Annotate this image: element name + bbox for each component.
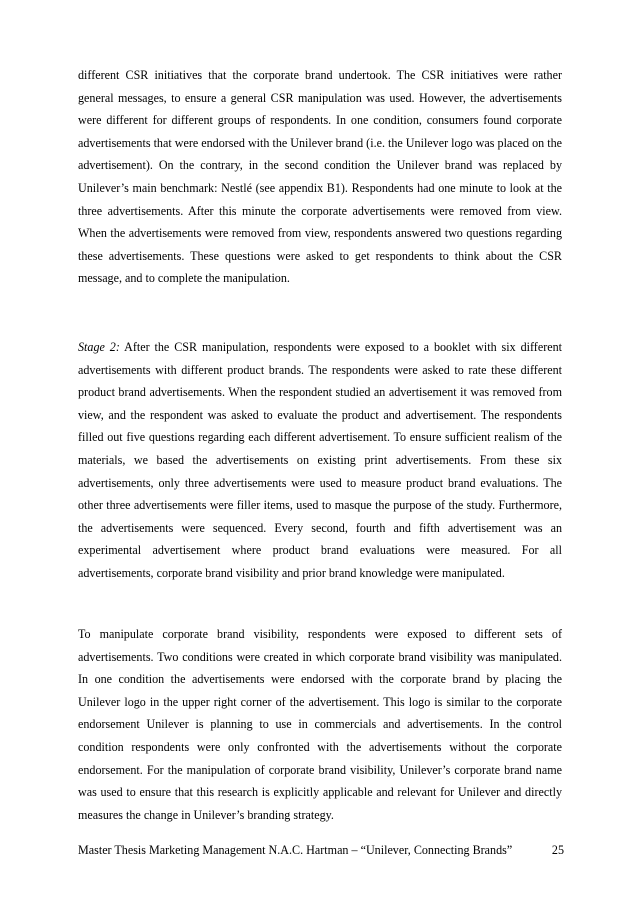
paragraph-brand-visibility: To manipulate corporate brand visibility, respondents were exposed to different sets of advertisements. Two conditions were created in which corporate brand visibility was manipulated. In one condition the advertisements were endorsed with the corporate brand by placing the Unilever logo in the upper right corner of the advertisement. This logo is similar to the corporate endorsement Unilever is planning to use in commercials and advertisements. In the control condition respondents were only confronted with the advertisements without the corporate endorsement. For the manipulation of corporate brand visibility, Unilever’s corporate brand name was used to ensure that this research is explicitly applicable and relevant for Unilever and directly measures the change in Unilever’s branding strategy. [78,627,562,822]
page-number: 25 [551,843,564,857]
stage-2-label: Stage 2: [78,340,120,354]
paragraph-stage-2 [78,336,562,585]
paragraph-csr-initiatives: different CSR initiatives that the corporate brand undertook. The CSR initiatives were rather general messages, to ensure a general CSR manipulation was used. However, the advertisements were different for different groups of respondents. In one condition, consumers found corporate advertisements that were endorsed with the Unilever brand (i.e. the Unilever logo was placed on the advertisement). On the contrary, in the second condition the Unilever brand was replaced by Unilever’s main benchmark: Nestlé (see appendix B1). Respondents had one minute to look at the three advertisements. After this minute the corporate advertisements were removed from view. When the advertisements were removed from view, respondents answered two questions regarding these advertisements. These questions were asked to get respondents to think about the CSR message, and to complete the manipulation. [78,68,562,286]
stage-2-body: After the CSR manipulation, respondents were exposed to a booklet with six different advertisements with different product brands. The respondents were asked to rate these different product brand advertisements. When the respondent studied an advertisement it was removed from view, and the respondent was asked to evaluate the product and advertisement. The respondents filled out five questions regarding each different advertisement. To ensure sufficient realism of the materials, we based the advertisements on existing print advertisements. From these six advertisements, only three advertisements were used to measure product brand evaluations. The other three advertisements were filler items, used to masque the purpose of the study. Furthermore, the advertisements were sequenced. Every second, fourth and fifth advertisement was an experimental advertisement where product brand evaluations were measured. For all advertisements, corporate brand visibility and prior brand knowledge were manipulated. [78,340,562,580]
page-footer [78,842,564,858]
footer-text: Master Thesis Marketing Management N.A.C. Hartman – “Unilever, Connecting Brands” [78,843,513,857]
